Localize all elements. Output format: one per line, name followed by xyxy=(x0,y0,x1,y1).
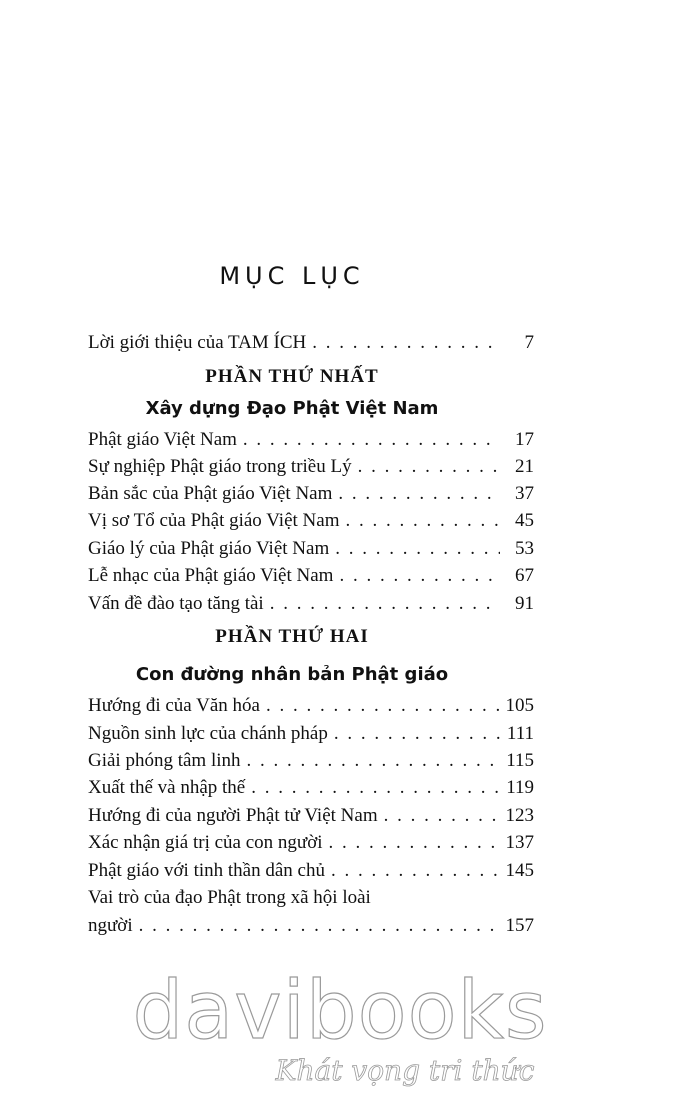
toc-entry-title: Giáo lý của Phật giáo Việt Nam xyxy=(88,538,330,559)
dot-leader xyxy=(332,481,500,507)
toc-entry-title: Phật giáo Việt Nam xyxy=(88,429,237,450)
toc-entry[interactable] xyxy=(88,693,534,719)
dot-leader xyxy=(328,721,500,747)
dot-leader xyxy=(260,693,500,719)
toc-entry-page: 105 xyxy=(505,695,534,716)
toc-entry[interactable] xyxy=(88,591,534,617)
toc-entry-page: 119 xyxy=(506,777,534,798)
dot-leader xyxy=(323,830,500,856)
toc-entry[interactable] xyxy=(88,454,534,480)
toc-entry-title: Xuất thế và nhập thế xyxy=(88,777,246,798)
toc-entry[interactable] xyxy=(88,427,534,453)
dot-leader xyxy=(264,591,500,617)
dot-leader xyxy=(241,748,500,774)
toc-entry-page: 17 xyxy=(515,429,534,450)
toc-entry-page: 115 xyxy=(506,750,534,771)
toc-entry[interactable] xyxy=(88,830,534,856)
dot-leader xyxy=(339,508,500,534)
part-subtitle-2: Con đường nhân bản Phật giáo xyxy=(135,664,449,685)
part-heading-2: PHẦN THỨ HAI xyxy=(215,626,369,647)
toc-entry-page: 123 xyxy=(505,805,534,826)
toc-entry[interactable] xyxy=(88,481,534,507)
toc-entry[interactable] xyxy=(88,913,534,939)
toc-entry-title: Hướng đi của Văn hóa xyxy=(88,695,260,716)
toc-entry-intro[interactable] xyxy=(88,330,534,356)
toc-entry-title: Phật giáo với tinh thần dân chủ xyxy=(88,860,325,881)
toc-entry[interactable] xyxy=(88,748,534,774)
toc-entry-title: Lễ nhạc của Phật giáo Việt Nam xyxy=(88,565,334,586)
toc-entry-title-line2: người xyxy=(88,915,133,936)
toc-entry-title: Sự nghiệp Phật giáo trong triều Lý xyxy=(88,456,352,477)
dot-leader xyxy=(329,536,500,562)
dot-leader xyxy=(237,427,500,453)
dot-leader xyxy=(306,330,500,356)
toc-entry[interactable] xyxy=(88,721,534,747)
dot-leader xyxy=(133,913,500,939)
watermark xyxy=(0,964,700,1088)
part-subtitle-1: Xây dựng Đạo Phật Việt Nam xyxy=(145,398,439,419)
toc-entry[interactable] xyxy=(88,536,534,562)
toc-entry-page: 91 xyxy=(515,593,534,614)
toc-title: MỤC LỤC xyxy=(219,262,365,290)
toc-entry[interactable] xyxy=(88,508,534,534)
toc-entry-page: 37 xyxy=(515,483,534,504)
toc-entry-title: Bản sắc của Phật giáo Việt Nam xyxy=(88,483,333,504)
toc-entry-page: 21 xyxy=(515,456,534,477)
toc-entry-page: 53 xyxy=(515,538,534,559)
toc-entry-title: Giải phóng tâm linh xyxy=(88,750,241,771)
toc-entry-title: Lời giới thiệu của TAM ÍCH xyxy=(88,332,307,353)
toc-entry-title: Vấn đề đào tạo tăng tài xyxy=(88,593,264,614)
toc-entry-page: 45 xyxy=(515,510,534,531)
toc-entry[interactable] xyxy=(88,803,534,829)
toc-entry-page: 137 xyxy=(505,832,534,853)
toc-entry-title: Hướng đi của người Phật tử Việt Nam xyxy=(88,805,378,826)
dot-leader xyxy=(378,803,500,829)
dot-leader xyxy=(325,858,500,884)
dot-leader xyxy=(333,563,500,589)
toc-entry-page: 111 xyxy=(506,723,534,744)
toc-entry-title-line1[interactable]: Vai trò của đạo Phật trong xã hội loài xyxy=(88,887,371,908)
watermark-tagline: Khát vọng tri thức xyxy=(275,1054,535,1087)
toc-entry-page: 157 xyxy=(505,915,534,936)
watermark-logo: davibooks xyxy=(132,964,548,1057)
toc-entry-title: Xác nhận giá trị của con người xyxy=(88,832,323,853)
part-heading-1: PHẦN THỨ NHẤT xyxy=(205,366,379,387)
toc-entry[interactable] xyxy=(88,563,534,589)
dot-leader xyxy=(352,454,500,480)
toc-entry-title: Nguồn sinh lực của chánh pháp xyxy=(88,723,328,744)
toc-entry-page: 67 xyxy=(515,565,534,586)
dot-leader xyxy=(245,775,500,801)
toc-entry-page: 145 xyxy=(505,860,534,881)
toc-entry[interactable] xyxy=(88,858,534,884)
toc-entry-title: Vị sơ Tổ của Phật giáo Việt Nam xyxy=(88,510,340,531)
toc-entry-page: 7 xyxy=(524,332,534,353)
toc-entry[interactable] xyxy=(88,775,534,801)
